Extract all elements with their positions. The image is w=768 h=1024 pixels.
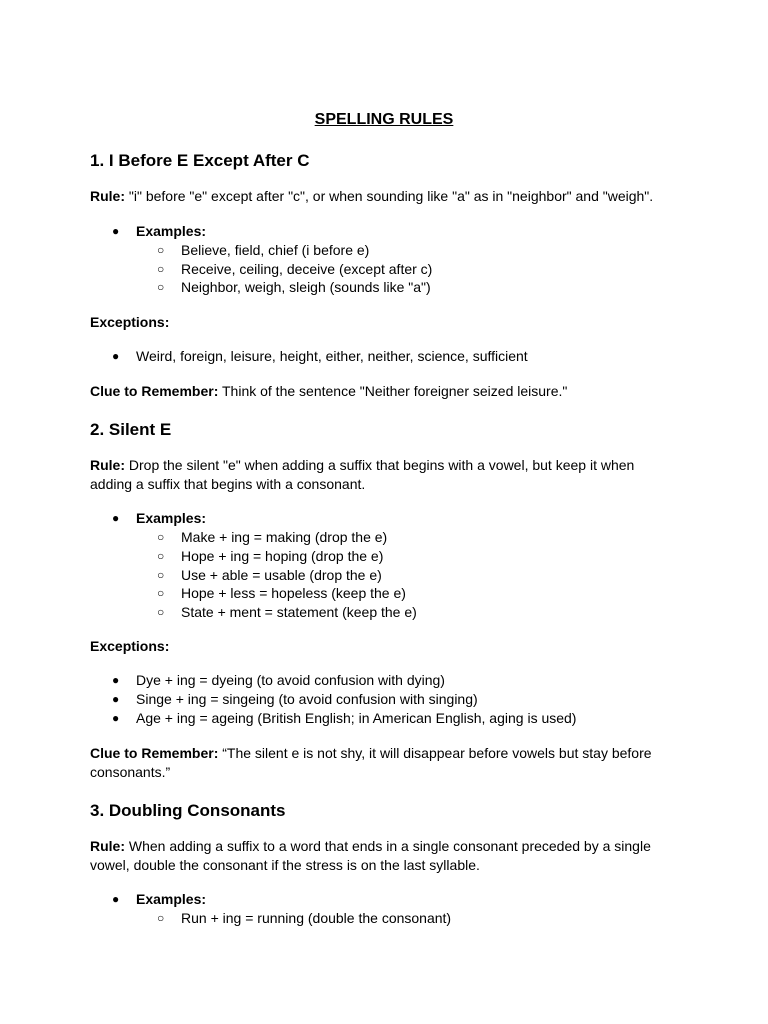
example-text: Neighbor, weigh, sleigh (sounds like "a") bbox=[181, 279, 431, 295]
example-text: Receive, ceiling, deceive (except after c) bbox=[181, 261, 433, 277]
example-text: Hope + less = hopeless (keep the e) bbox=[181, 585, 406, 601]
section-2-exceptions-label: Exceptions: bbox=[90, 638, 170, 654]
clue-text: Think of the sentence "Neither foreigner seized leisure." bbox=[218, 383, 568, 399]
bullet-icon: ● bbox=[112, 692, 120, 706]
list-item bbox=[157, 603, 417, 622]
examples-label: Examples: bbox=[136, 223, 207, 239]
rule-text: Drop the silent "e" when adding a suffix that begins with a vowel, but keep it when adding a suffix that begins with a consonant. bbox=[90, 457, 635, 492]
hollow-bullet-icon: ○ bbox=[157, 586, 165, 600]
section-3-examples-item bbox=[112, 890, 207, 909]
section-1-heading: 1. I Before E Except After C bbox=[90, 151, 310, 170]
example-text: Use + able = usable (drop the e) bbox=[181, 567, 382, 583]
rule-label: Rule: bbox=[90, 457, 125, 473]
rule-label: Rule: bbox=[90, 188, 125, 204]
list-item bbox=[112, 347, 528, 366]
hollow-bullet-icon: ○ bbox=[157, 605, 165, 619]
clue-text: “The silent e is not shy, it will disappear before vowels but stay before consonants.” bbox=[90, 745, 652, 780]
bullet-icon: ● bbox=[112, 892, 120, 906]
hollow-bullet-icon: ○ bbox=[157, 549, 165, 563]
section-1-exceptions-label: Exceptions: bbox=[90, 314, 170, 330]
hollow-bullet-icon: ○ bbox=[157, 243, 165, 257]
section-2-examples-item bbox=[112, 509, 207, 528]
section-2-rule bbox=[90, 456, 680, 494]
section-1-clue bbox=[90, 382, 680, 401]
exception-text: Singe + ing = singeing (to avoid confusion with singing) bbox=[136, 691, 478, 707]
section-2-heading: 2. Silent E bbox=[90, 420, 172, 439]
hollow-bullet-icon: ○ bbox=[157, 262, 165, 276]
exception-text: Dye + ing = dyeing (to avoid confusion with dying) bbox=[136, 672, 445, 688]
example-text: Make + ing = making (drop the e) bbox=[181, 529, 388, 545]
list-item bbox=[157, 909, 452, 928]
bullet-icon: ● bbox=[112, 511, 120, 525]
list-item bbox=[157, 584, 406, 603]
section-2-clue bbox=[90, 744, 680, 782]
document-title: SPELLING RULES bbox=[314, 111, 454, 128]
list-item bbox=[112, 709, 577, 728]
hollow-bullet-icon: ○ bbox=[157, 568, 165, 582]
list-item bbox=[157, 566, 382, 585]
exception-text: Weird, foreign, leisure, height, either, neither, science, sufficient bbox=[136, 348, 528, 364]
list-item bbox=[157, 278, 431, 297]
section-3-heading: 3. Doubling Consonants bbox=[90, 801, 286, 820]
bullet-icon: ● bbox=[112, 711, 120, 725]
section-1-rule bbox=[90, 187, 680, 206]
list-item bbox=[112, 671, 445, 690]
rule-text: "i" before "e" except after "c", or when sounding like "a" as in "neighbor" and "weigh". bbox=[125, 188, 654, 204]
example-text: State + ment = statement (keep the e) bbox=[181, 604, 417, 620]
list-item bbox=[157, 528, 388, 547]
list-item bbox=[112, 690, 478, 709]
section-1-examples-item bbox=[112, 222, 207, 241]
bullet-icon: ● bbox=[112, 349, 120, 363]
examples-label: Examples: bbox=[136, 891, 207, 907]
rule-label: Rule: bbox=[90, 838, 125, 854]
hollow-bullet-icon: ○ bbox=[157, 911, 165, 925]
section-3-rule bbox=[90, 837, 680, 875]
examples-label: Examples: bbox=[136, 510, 207, 526]
hollow-bullet-icon: ○ bbox=[157, 530, 165, 544]
example-text: Believe, field, chief (i before e) bbox=[181, 242, 370, 258]
rule-text: When adding a suffix to a word that ends in a single consonant preceded by a single vowel, double the consonant if the stress is on the last syllable. bbox=[90, 838, 651, 873]
bullet-icon: ● bbox=[112, 673, 120, 687]
list-item bbox=[157, 547, 384, 566]
list-item bbox=[157, 241, 370, 260]
example-text: Hope + ing = hoping (drop the e) bbox=[181, 548, 384, 564]
exception-text: Age + ing = ageing (British English; in American English, aging is used) bbox=[136, 710, 577, 726]
example-text: Run + ing = running (double the consonant) bbox=[181, 910, 452, 926]
clue-label: Clue to Remember: bbox=[90, 745, 219, 761]
list-item bbox=[157, 260, 433, 279]
clue-label: Clue to Remember: bbox=[90, 383, 219, 399]
hollow-bullet-icon: ○ bbox=[157, 280, 165, 294]
bullet-icon: ● bbox=[112, 224, 120, 238]
